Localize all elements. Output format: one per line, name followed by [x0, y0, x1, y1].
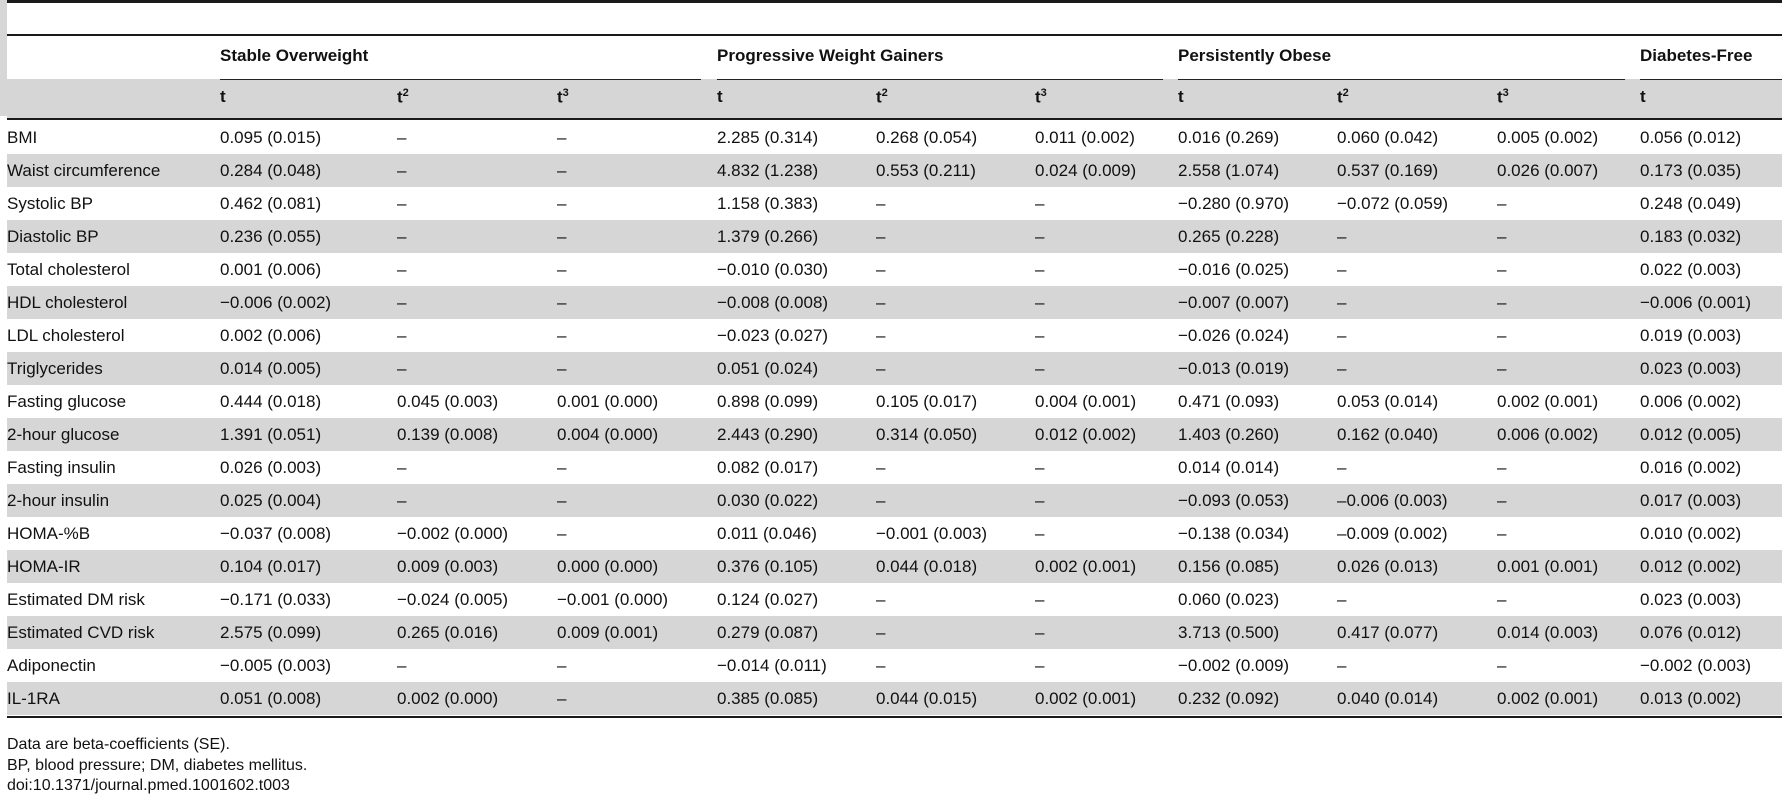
table-cell: –	[876, 227, 886, 246]
table-cell: −0.006 (0.002)	[220, 293, 332, 312]
table-cell: −0.002 (0.000)	[397, 524, 509, 543]
table-cell: 0.248 (0.049)	[1640, 194, 1742, 213]
row-label: Triglycerides	[7, 359, 103, 378]
table-cell: 0.005 (0.002)	[1497, 128, 1599, 147]
table-cell: –	[1337, 326, 1347, 345]
table-cell: –	[876, 359, 886, 378]
table-cell: 0.056 (0.012)	[1640, 128, 1742, 147]
table-cell: –	[876, 293, 886, 312]
table-cell: –	[557, 161, 567, 180]
table-row	[7, 649, 1782, 682]
table-header-rule	[7, 34, 1782, 36]
table-cell: 0.002 (0.001)	[1035, 557, 1137, 576]
table-cell: –	[1035, 623, 1045, 642]
table-cell: 0.044 (0.015)	[876, 689, 978, 708]
table-cell: 0.173 (0.035)	[1640, 161, 1742, 180]
row-label: Total cholesterol	[7, 260, 130, 279]
table-cell: 0.014 (0.003)	[1497, 623, 1599, 642]
table-cell: –	[1337, 458, 1347, 477]
table-cell: –	[557, 656, 567, 675]
table-cell: 0.024 (0.009)	[1035, 161, 1137, 180]
table-row	[7, 583, 1782, 616]
table-cell: –0.009 (0.002)	[1337, 524, 1448, 543]
table-cell: 0.004 (0.000)	[557, 425, 659, 444]
table-cell: –	[1497, 491, 1507, 510]
group-underline	[220, 79, 701, 80]
table-cell: –	[1337, 656, 1347, 675]
table-cell: 0.265 (0.228)	[1178, 227, 1280, 246]
table-cell: 0.000 (0.000)	[557, 557, 659, 576]
table-row	[7, 550, 1782, 583]
table-cell: −0.026 (0.024)	[1178, 326, 1290, 345]
table-cell: –	[557, 128, 567, 147]
table-cell: 0.104 (0.017)	[220, 557, 322, 576]
table-cell: –	[1035, 293, 1045, 312]
row-label: Fasting glucose	[7, 392, 127, 411]
table-cell: –	[557, 326, 567, 345]
table-cell: –	[1035, 524, 1045, 543]
row-label: Fasting insulin	[7, 458, 116, 477]
table-subheader-rule	[7, 118, 1782, 120]
table-cell: –	[1497, 194, 1507, 213]
table-row	[7, 220, 1782, 253]
group-header-progressive-weight-gainers: Progressive Weight Gainers	[717, 46, 944, 65]
subheader-t: t	[717, 87, 723, 106]
table-cell: 0.004 (0.001)	[1035, 392, 1137, 411]
table-cell: 0.045 (0.003)	[397, 392, 499, 411]
row-label: HOMA-%B	[7, 524, 91, 543]
table-cell: 0.537 (0.169)	[1337, 161, 1439, 180]
table-cell: –	[1497, 359, 1507, 378]
row-label: IL-1RA	[7, 689, 60, 708]
table-cell: –	[1497, 524, 1507, 543]
table-cell: 0.898 (0.099)	[717, 392, 819, 411]
table-cell: −0.008 (0.008)	[717, 293, 829, 312]
table-cell: −0.007 (0.007)	[1178, 293, 1290, 312]
table-cell: 0.051 (0.024)	[717, 359, 819, 378]
table-cell: 0.009 (0.001)	[557, 623, 659, 642]
table-row	[7, 484, 1782, 517]
table-cell: –	[1035, 227, 1045, 246]
subheader-t: t	[220, 87, 226, 106]
table-cell: –	[1035, 194, 1045, 213]
table-cell: 0.002 (0.001)	[1035, 689, 1137, 708]
table-cell: 0.026 (0.003)	[220, 458, 322, 477]
group-underline	[1178, 79, 1625, 80]
row-label: 2-hour glucose	[7, 425, 120, 444]
table-cell: −0.014 (0.011)	[717, 656, 827, 675]
table-cell: 0.051 (0.008)	[220, 689, 322, 708]
table-cell: –	[876, 656, 886, 675]
table-cell: –	[557, 194, 567, 213]
table-cell: −0.002 (0.009)	[1178, 656, 1290, 675]
table-cell: −0.006 (0.001)	[1640, 293, 1752, 312]
table-cell: –	[397, 161, 407, 180]
table-cell: 0.279 (0.087)	[717, 623, 819, 642]
table-cell: 0.006 (0.002)	[1497, 425, 1599, 444]
table-cell: 0.009 (0.003)	[397, 557, 499, 576]
table-cell: 0.156 (0.085)	[1178, 557, 1280, 576]
table-cell: 0.082 (0.017)	[717, 458, 819, 477]
table-cell: –	[1497, 458, 1507, 477]
table-cell: –0.006 (0.003)	[1337, 491, 1448, 510]
row-label: HOMA-IR	[7, 557, 81, 576]
table-cell: 0.060 (0.042)	[1337, 128, 1439, 147]
table-cell: 0.002 (0.001)	[1497, 689, 1599, 708]
subheader-t: t	[1178, 87, 1184, 106]
table-cell: 0.011 (0.046)	[717, 524, 817, 543]
table-cell: 0.076 (0.012)	[1640, 623, 1742, 642]
table-cell: –	[557, 359, 567, 378]
subheader-t2: $t^2$	[876, 87, 888, 107]
table-cell: 0.014 (0.014)	[1178, 458, 1280, 477]
table-cell: –	[557, 293, 567, 312]
table-cell: 0.006 (0.002)	[1640, 392, 1742, 411]
table-row	[7, 385, 1782, 418]
group-underline	[717, 79, 1163, 80]
table-cell: −0.171 (0.033)	[220, 590, 332, 609]
table-cell: –	[876, 260, 886, 279]
table-cell: –	[876, 623, 886, 642]
table-cell: 0.001 (0.001)	[1497, 557, 1599, 576]
table-cell: 0.030 (0.022)	[717, 491, 819, 510]
table-cell: 0.385 (0.085)	[717, 689, 819, 708]
row-label: BMI	[7, 128, 38, 147]
table-cell: 0.022 (0.003)	[1640, 260, 1742, 279]
table-cell: 0.001 (0.000)	[557, 392, 659, 411]
table-cell: –	[1035, 491, 1045, 510]
table-cell: −0.023 (0.027)	[717, 326, 829, 345]
table-row	[7, 616, 1782, 649]
subheader-t3: $t^3$	[1035, 87, 1047, 107]
table-cell: 0.002 (0.001)	[1497, 392, 1599, 411]
table-cell: 0.268 (0.054)	[876, 128, 978, 147]
table-cell: −0.016 (0.025)	[1178, 260, 1290, 279]
table-cell: 0.124 (0.027)	[717, 590, 819, 609]
table-cell: 0.060 (0.023)	[1178, 590, 1280, 609]
table-cell: 0.002 (0.000)	[397, 689, 499, 708]
table-cell: –	[557, 227, 567, 246]
table-cell: –	[876, 458, 886, 477]
table-cell: 4.832 (1.238)	[717, 161, 819, 180]
group-header-persistently-obese: Persistently Obese	[1178, 46, 1332, 65]
footnote-abbreviations: BP, blood pressure; DM, diabetes mellitus.	[7, 757, 308, 774]
table-cell: –	[1497, 227, 1507, 246]
table-cell: 1.379 (0.266)	[717, 227, 819, 246]
table-cell: –	[1337, 293, 1347, 312]
subheader-t3: $t^3$	[1497, 87, 1509, 107]
table-cell: 0.462 (0.081)	[220, 194, 322, 213]
group-header-diabetes-free: Diabetes-Free	[1640, 46, 1753, 65]
table-cell: –	[1337, 260, 1347, 279]
table-cell: –	[876, 590, 886, 609]
table-row	[7, 451, 1782, 484]
table-cell: 0.016 (0.002)	[1640, 458, 1742, 477]
row-label: Systolic BP	[7, 194, 93, 213]
table-cell: −0.280 (0.970)	[1178, 194, 1290, 213]
table-cell: −0.072 (0.059)	[1337, 194, 1449, 213]
table-cell: –	[876, 326, 886, 345]
table-cell: 0.012 (0.005)	[1640, 425, 1742, 444]
row-label: Estimated DM risk	[7, 590, 145, 609]
table-cell: –	[876, 491, 886, 510]
table-cell: 0.019 (0.003)	[1640, 326, 1742, 345]
table-cell: –	[557, 491, 567, 510]
table-cell: 0.471 (0.093)	[1178, 392, 1280, 411]
table-cell: 0.236 (0.055)	[220, 227, 322, 246]
table-row	[7, 121, 1782, 154]
table-cell: 0.010 (0.002)	[1640, 524, 1742, 543]
table-cell: 0.040 (0.014)	[1337, 689, 1439, 708]
table-cell: −0.010 (0.030)	[717, 260, 829, 279]
table-cell: –	[1337, 590, 1347, 609]
table-cell: 2.285 (0.314)	[717, 128, 819, 147]
table-bottom-rule	[7, 716, 1782, 718]
footnote-doi: doi:10.1371/journal.pmed.1001602.t003	[7, 777, 290, 794]
table-cell: –	[397, 491, 407, 510]
table-row	[7, 319, 1782, 352]
table-cell: 0.095 (0.015)	[220, 128, 322, 147]
table-cell: 0.002 (0.006)	[220, 326, 322, 345]
table-cell: 0.053 (0.014)	[1337, 392, 1439, 411]
table-cell: –	[557, 260, 567, 279]
row-label: Adiponectin	[7, 656, 96, 675]
table-cell: 1.391 (0.051)	[220, 425, 322, 444]
table-cell: –	[1337, 359, 1347, 378]
table-cell: –	[1035, 590, 1045, 609]
left-edge-bar	[0, 0, 7, 116]
table-cell: −0.002 (0.003)	[1640, 656, 1752, 675]
table-cell: –	[397, 293, 407, 312]
table-cell: –	[397, 194, 407, 213]
table-cell: −0.138 (0.034)	[1178, 524, 1290, 543]
subheader-t3: $t^3$	[557, 87, 569, 107]
subheader-t2: $t^2$	[1337, 87, 1349, 107]
table-cell: –	[397, 260, 407, 279]
table-cell: –	[397, 458, 407, 477]
table-cell: 0.376 (0.105)	[717, 557, 819, 576]
table-cell: –	[1337, 227, 1347, 246]
table-cell: 0.012 (0.002)	[1035, 425, 1137, 444]
table-cell: −0.024 (0.005)	[397, 590, 509, 609]
table-row	[7, 352, 1782, 385]
table-cell: –	[876, 194, 886, 213]
footnote-data-description: Data are beta-coefficients (SE).	[7, 736, 230, 753]
table-cell: –	[1035, 359, 1045, 378]
table-cell: 0.026 (0.007)	[1497, 161, 1599, 180]
table-cell: 0.023 (0.003)	[1640, 590, 1742, 609]
table-cell: 0.105 (0.017)	[876, 392, 978, 411]
table-cell: 0.001 (0.006)	[220, 260, 322, 279]
table-cell: 1.403 (0.260)	[1178, 425, 1280, 444]
table-cell: 0.553 (0.211)	[876, 161, 976, 180]
group-header-stable-overweight: Stable Overweight	[220, 46, 369, 65]
row-label: LDL cholesterol	[7, 326, 125, 345]
row-label: Estimated CVD risk	[7, 623, 155, 642]
table-cell: 0.284 (0.048)	[220, 161, 322, 180]
table-cell: 0.232 (0.092)	[1178, 689, 1280, 708]
table-row	[7, 418, 1782, 451]
table-cell: 0.017 (0.003)	[1640, 491, 1742, 510]
table-cell: –	[1035, 656, 1045, 675]
table-cell: 0.011 (0.002)	[1035, 128, 1135, 147]
table-cell: 2.558 (1.074)	[1178, 161, 1280, 180]
table-cell: –	[557, 458, 567, 477]
group-underline	[1640, 79, 1782, 80]
table-cell: –	[397, 656, 407, 675]
row-label: 2-hour insulin	[7, 491, 110, 510]
table-cell: 0.012 (0.002)	[1640, 557, 1742, 576]
table-cell: 1.158 (0.383)	[717, 194, 819, 213]
table-row	[7, 517, 1782, 550]
subheader-t2: $t^2$	[397, 87, 409, 107]
row-label: Diastolic BP	[7, 227, 99, 246]
table-cell: –	[397, 128, 407, 147]
table-row	[7, 682, 1782, 715]
table-cell: 0.417 (0.077)	[1337, 623, 1439, 642]
table-cell: 0.265 (0.016)	[397, 623, 499, 642]
table-top-rule	[7, 0, 1782, 3]
table-cell: –	[1035, 458, 1045, 477]
table-cell: 0.183 (0.032)	[1640, 227, 1742, 246]
table-cell: 0.139 (0.008)	[397, 425, 499, 444]
table-cell: –	[1497, 590, 1507, 609]
table-cell: –	[397, 227, 407, 246]
table-cell: −0.001 (0.003)	[876, 524, 988, 543]
table-cell: –	[557, 689, 567, 708]
table-cell: 0.162 (0.040)	[1337, 425, 1439, 444]
table-cell: 0.014 (0.005)	[220, 359, 322, 378]
table-cell: 0.444 (0.018)	[220, 392, 322, 411]
table-cell: –	[1497, 656, 1507, 675]
table-cell: 2.575 (0.099)	[220, 623, 322, 642]
table-cell: –	[1035, 260, 1045, 279]
table-row	[7, 286, 1782, 319]
table-row	[7, 253, 1782, 286]
table-cell: −0.037 (0.008)	[220, 524, 332, 543]
table-cell: −0.013 (0.019)	[1178, 359, 1290, 378]
subheader-band	[7, 79, 1782, 118]
table-cell: 0.026 (0.013)	[1337, 557, 1439, 576]
table-cell: 0.314 (0.050)	[876, 425, 978, 444]
table-cell: 0.025 (0.004)	[220, 491, 322, 510]
table-cell: 3.713 (0.500)	[1178, 623, 1280, 642]
table-cell: –	[557, 524, 567, 543]
table-cell: –	[1497, 326, 1507, 345]
table-cell: 0.013 (0.002)	[1640, 689, 1742, 708]
table-cell: –	[1497, 260, 1507, 279]
table-cell: –	[397, 326, 407, 345]
table-cell: 2.443 (0.290)	[717, 425, 819, 444]
table-cell: −0.005 (0.003)	[220, 656, 332, 675]
table-cell: 0.023 (0.003)	[1640, 359, 1742, 378]
subheader-t: t	[1640, 87, 1646, 106]
table-cell: 0.016 (0.269)	[1178, 128, 1280, 147]
table-row	[7, 187, 1782, 220]
table-cell: 0.044 (0.018)	[876, 557, 978, 576]
row-label: HDL cholesterol	[7, 293, 128, 312]
row-label: Waist circumference	[7, 161, 161, 180]
table-row	[7, 154, 1782, 187]
table-cell: –	[1035, 326, 1045, 345]
table-cell: −0.093 (0.053)	[1178, 491, 1290, 510]
table-cell: –	[1497, 293, 1507, 312]
table-cell: –	[397, 359, 407, 378]
table-cell: −0.001 (0.000)	[557, 590, 669, 609]
